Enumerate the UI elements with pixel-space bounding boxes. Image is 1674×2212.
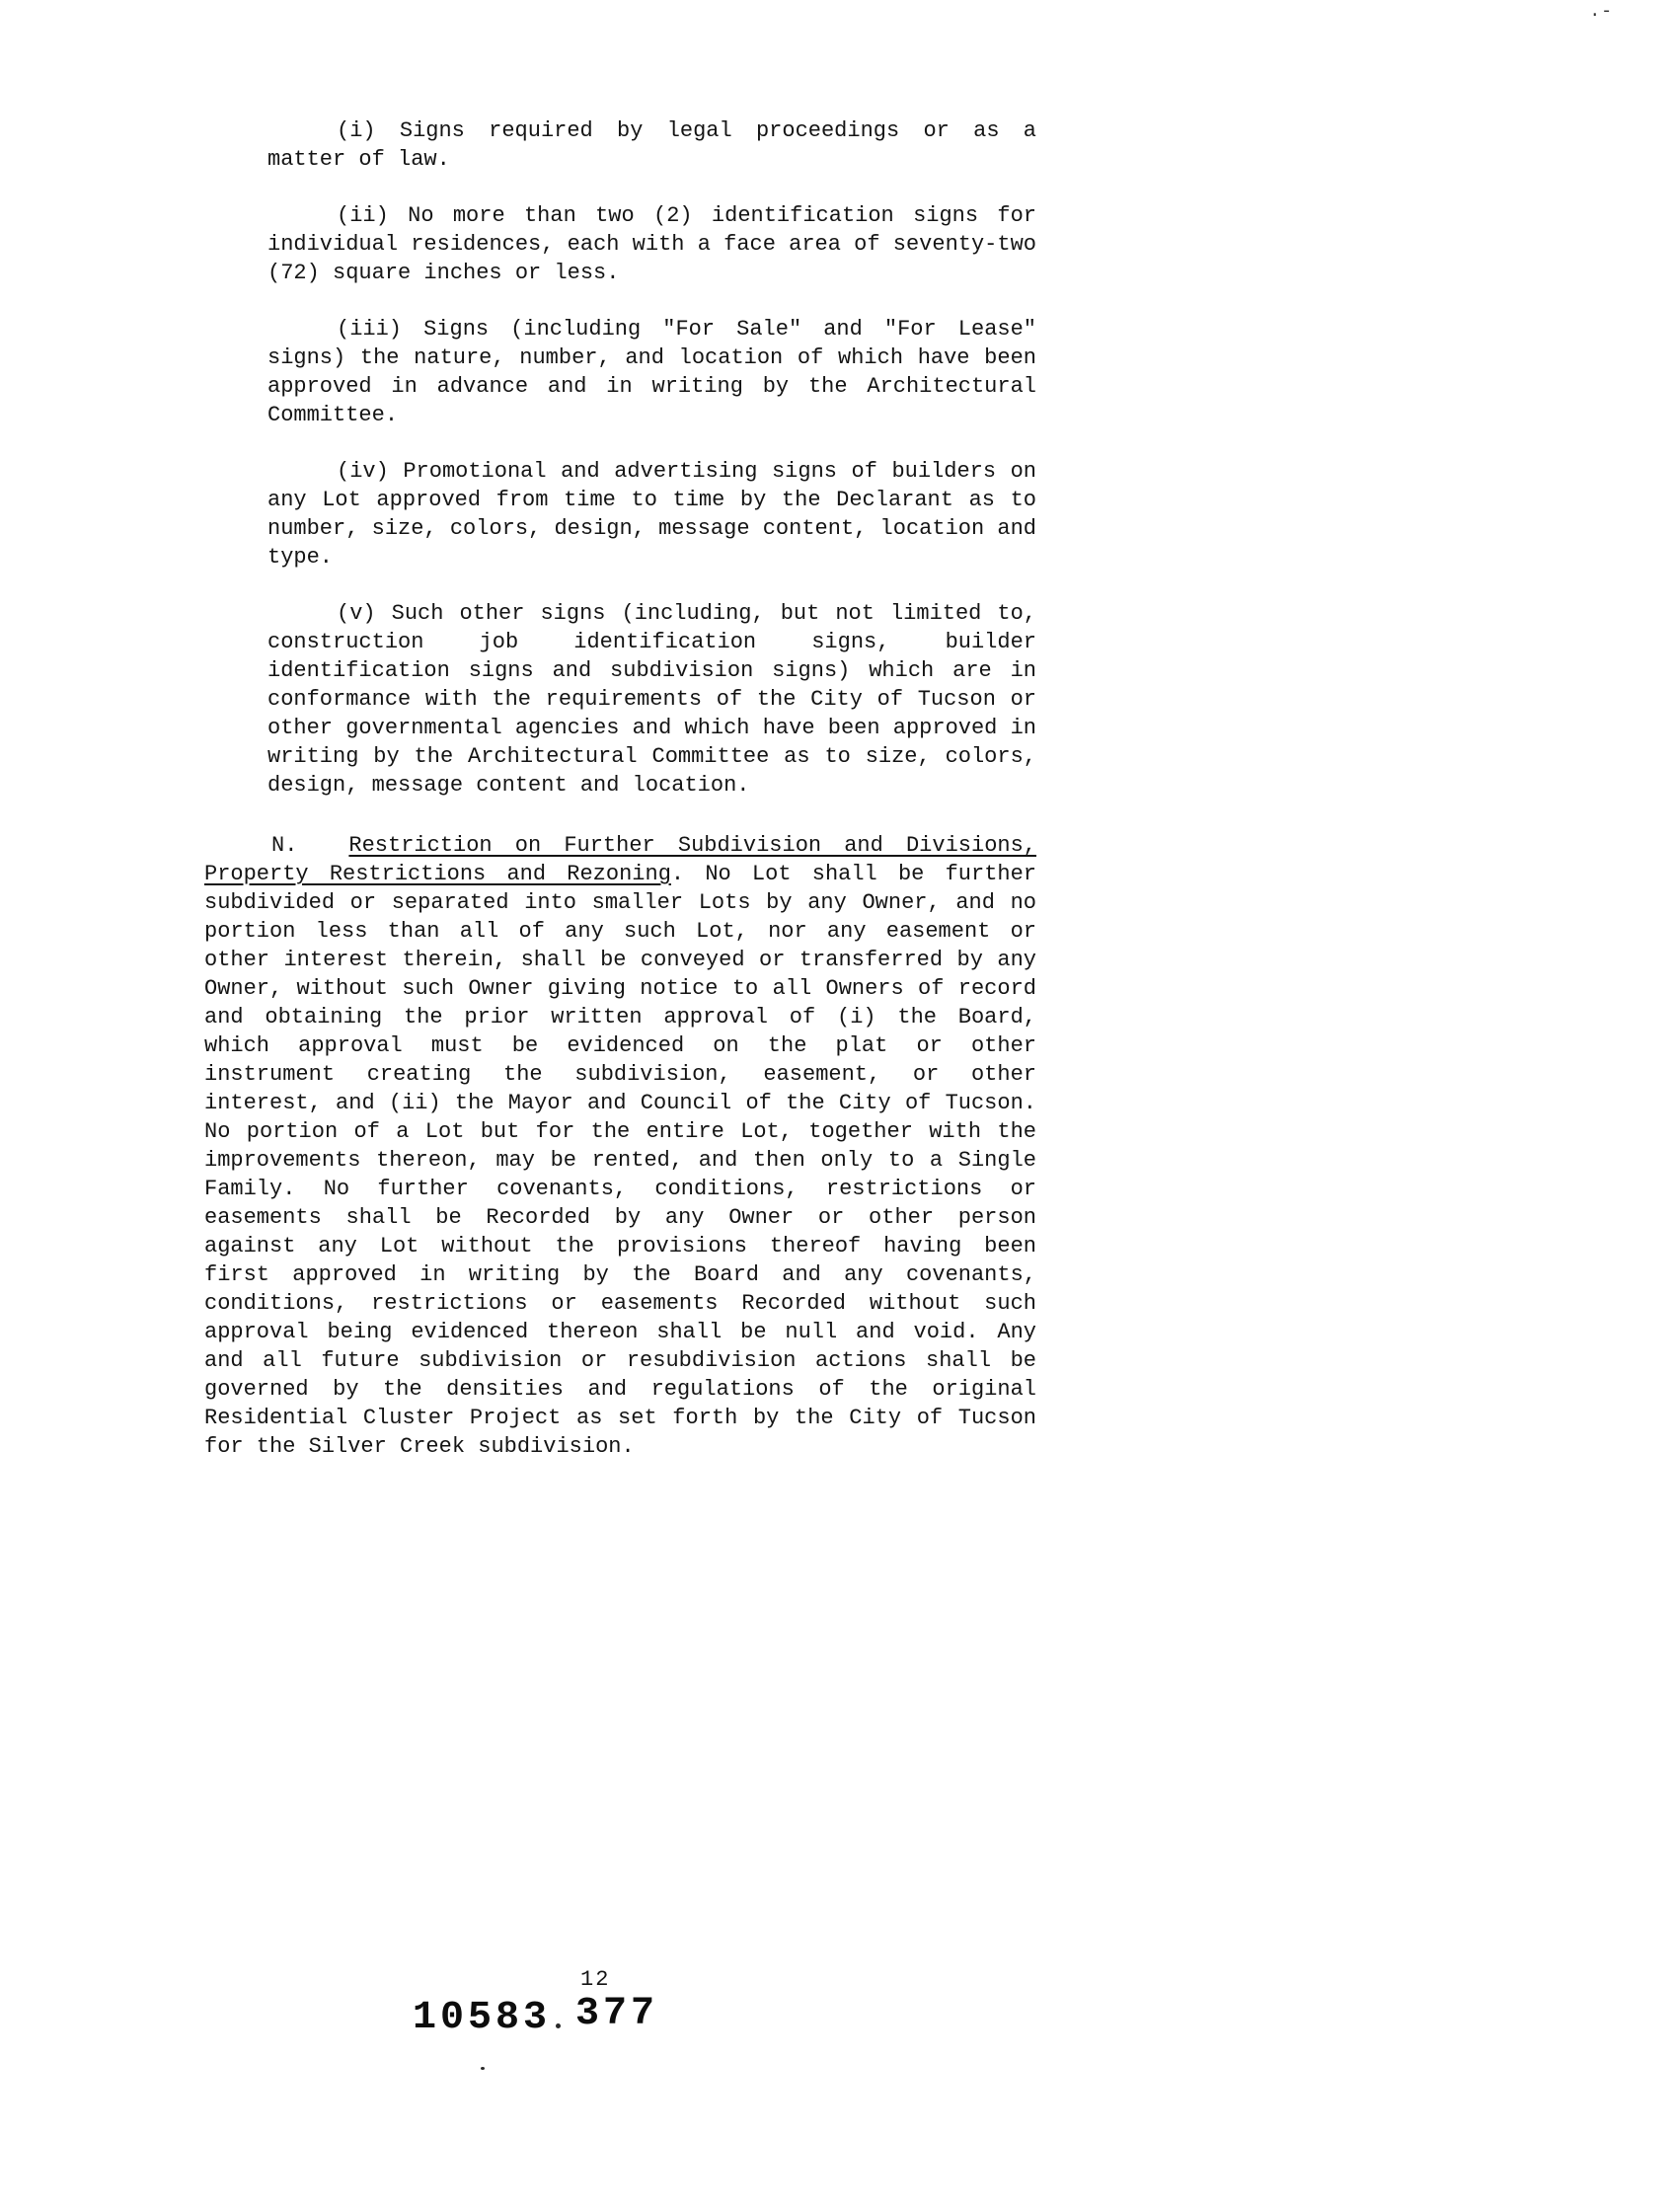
page-number: 12: [580, 1967, 611, 1992]
section-n-heading: Restriction on Further Subdivision and Divisions, Property Restrictions and Rezoning: [204, 833, 1036, 886]
scan-artifact-corner-mark: .-: [1589, 2, 1613, 22]
clause-v: (v) Such other signs (including, but not limited to, construction job identification signs, builder identification signs and subdivision signs) which are in conformance with the requirements of the City of Tucson or other governmental agencies and which have been approved in writing by the Architectural Committee as to size, colors, design, message content and location.: [267, 601, 1036, 798]
stamp-docket-number: 10583: [413, 1996, 552, 2040]
section-n-label: N.: [271, 833, 298, 858]
clause-i: (i) Signs required by legal proceedings or as a matter of law.: [267, 118, 1036, 172]
section-n-paragraph: [204, 831, 1036, 1461]
clause-iii: (iii) Signs (including "For Sale" and "For Lease" signs) the nature, number, and location of which have been approved in advance and in writing by the Architectural Committee.: [267, 317, 1036, 427]
scan-artifact-dot: [481, 2067, 485, 2070]
clause-ii: (ii) No more than two (2) identification signs for individual residences, each with a face area of seventy-two (72) square inches or less.: [267, 203, 1036, 285]
section-n-body-text: . No Lot shall be further subdivided or separated into smaller Lots by any Owner, and no portion less than all of any such Lot, nor any easement or other interest therein, shall be conveyed or transferred by any Owner, without such Owner giving notice to all Owners of record and obtaining the prior written approval of (i) the Board, which approval must be evidenced on the plat or other instrument creating the subdivision, easement, or other interest, and (ii) the Mayor and Council of the City of Tucson. No portion of a Lot but for the entire Lot, together with the improvements thereon, may be rented, and then only to a Single Family. No further covenants, conditions, restrictions or easements shall be Recorded by any Owner or other person against any Lot without the provisions thereof having been first approved in writing by the Board and any covenants, conditions, restrictions or easements Recorded without such approval being evidenced thereon shall be null and void. Any and all future subdivision or resubdivision actions shall be governed by the densities and regulations of the original Residential Cluster Project as set forth by the City of Tucson for the Silver Creek subdivision.: [204, 862, 1036, 1459]
document-body: [204, 116, 1036, 1488]
scan-artifact-dot: [556, 2023, 561, 2028]
clause-iv: (iv) Promotional and advertising signs of builders on any Lot approved from time to time by the Declarant as to number, size, colors, design, message content, location and type.: [267, 459, 1036, 570]
stamp-page-number: 377: [575, 1992, 659, 2036]
